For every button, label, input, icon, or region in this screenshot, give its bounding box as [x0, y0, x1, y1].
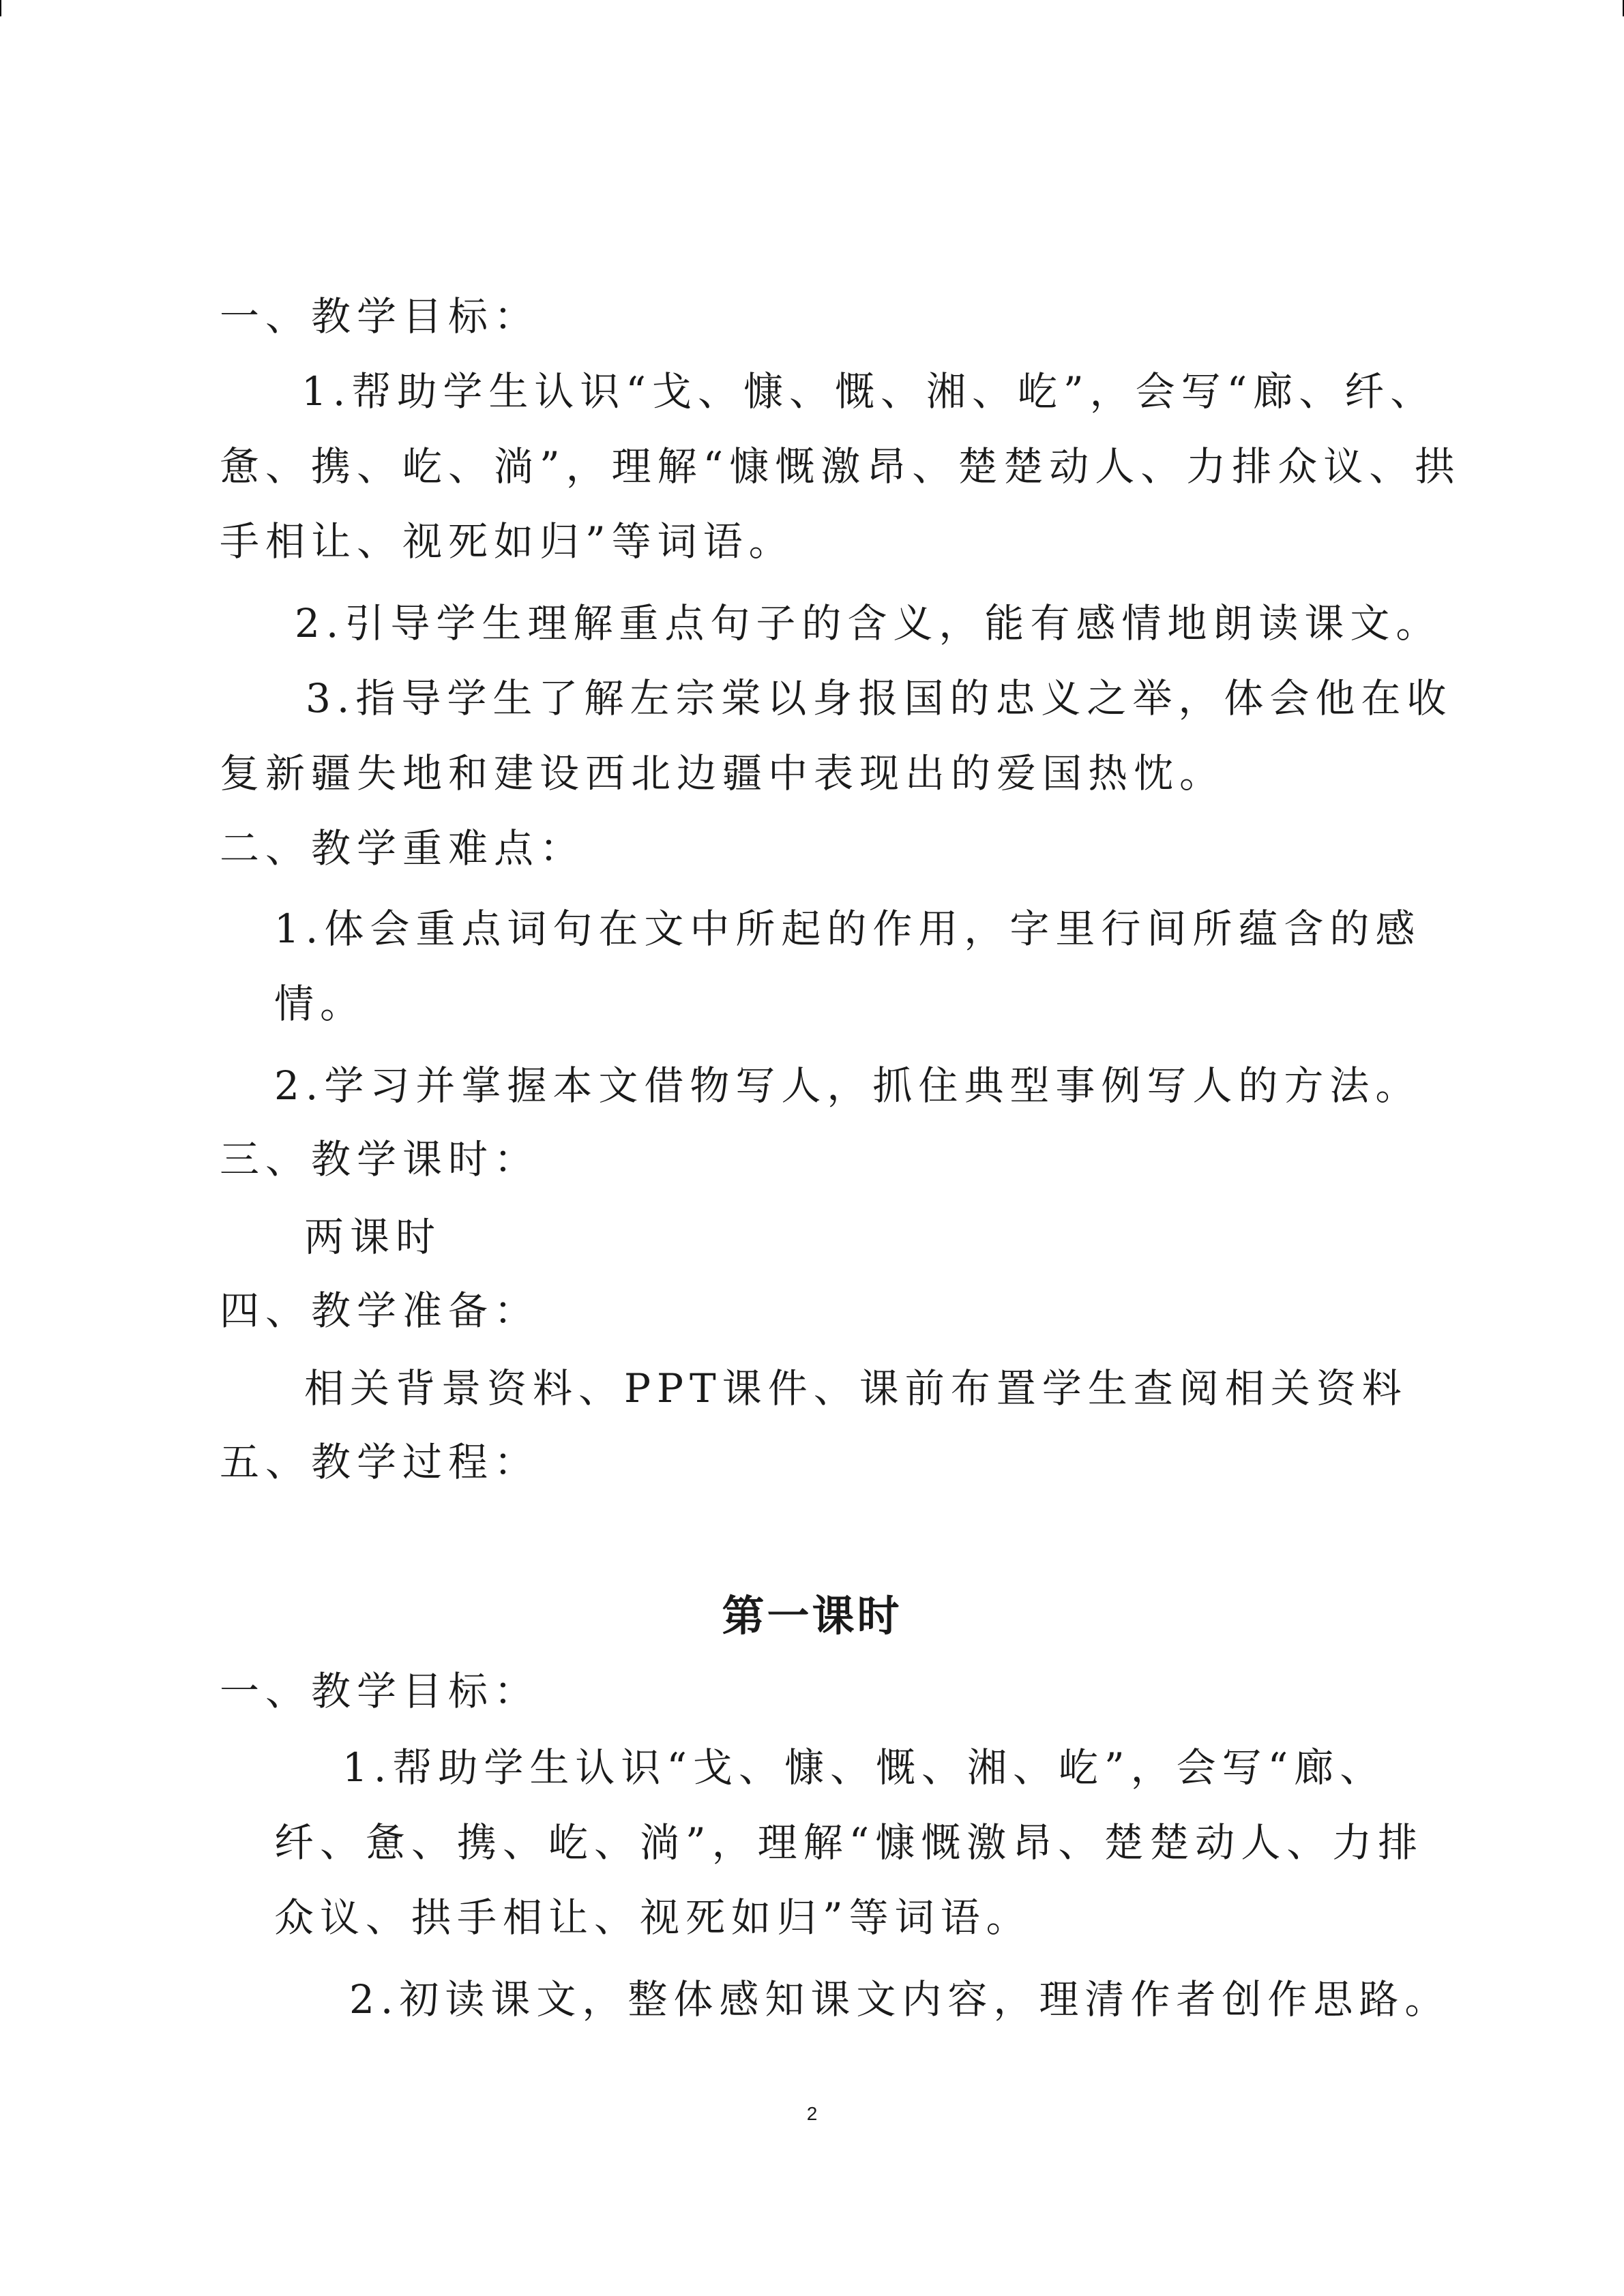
goal-3-line-2: 复新疆失地和建设西北边疆中表现出的爱国热忱。	[220, 750, 1226, 796]
section-title: 第一课时	[722, 1591, 902, 1641]
goal-3-line-1: 3.指导学生了解左宗棠以身报国的忠义之举，体会他在收	[306, 675, 1453, 721]
lesson1-heading-goals: 一、教学目标：	[220, 1668, 540, 1714]
difficulty-1-line-2: 情。	[274, 981, 366, 1027]
heading-teaching-goals: 一、教学目标：	[220, 293, 540, 340]
heading-teaching-process: 五、教学过程：	[220, 1439, 540, 1485]
class-hours-value: 两课时	[304, 1214, 442, 1260]
lesson1-goal-1-line-2: 纤、惫、携、屹、淌”，理解“慷慨激昂、楚楚动人、力排	[274, 1819, 1424, 1866]
lesson1-goal-2: 2.初读课文，整体感知课文内容，理清作者创作思路。	[349, 1976, 1451, 2023]
goal-2: 2.引导学生理解重点句子的含义，能有感情地朗读课文。	[295, 600, 1442, 646]
heading-class-hours: 三、教学课时：	[220, 1136, 540, 1182]
page-number: 2	[806, 2103, 818, 2124]
heading-preparation: 四、教学准备：	[220, 1287, 540, 1334]
lesson1-goal-1-line-3: 众议、拱手相让、视死如归”等词语。	[274, 1894, 1032, 1941]
goal-1-line-1: 1.帮助学生认识“戈、慷、慨、湘、屹”，会写“廊、纤、	[301, 368, 1436, 415]
difficulty-1-line-1: 1.体会重点词句在文中所起的作用，字里行间所蕴含的感	[274, 906, 1421, 952]
preparation-value: 相关背景资料、PPT课件、课前布置学生查阅相关资料	[304, 1365, 1408, 1412]
difficulty-2: 2.学习并掌握本文借物写人，抓住典型事例写人的方法。	[274, 1062, 1421, 1109]
goal-1-line-3: 手相让、视死如归”等词语。	[220, 518, 795, 565]
heading-key-difficulties: 二、教学重难点：	[220, 825, 586, 871]
page-corner-mark-left	[0, 0, 1, 16]
goal-1-line-2: 惫、携、屹、淌”，理解“慷慨激昂、楚楚动人、力排众议、拱	[220, 443, 1461, 490]
lesson1-goal-1-line-1: 1.帮助学生认识“戈、慷、慨、湘、屹”，会写“廊、	[342, 1744, 1386, 1791]
